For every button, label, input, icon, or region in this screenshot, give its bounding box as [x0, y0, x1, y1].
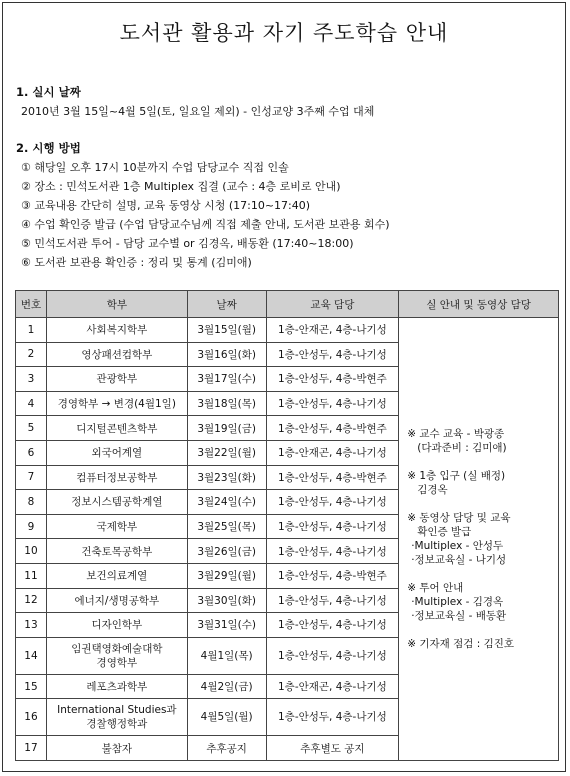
cell-date: 3월19일(금)	[187, 416, 266, 441]
cell-date: 3월16일(화)	[187, 342, 266, 367]
cell-date: 3월18일(목)	[187, 391, 266, 416]
cell-dept	[46, 699, 187, 736]
cell-staff: 1층-안성두, 4층-나기성	[266, 637, 399, 674]
cell-date: 3월31일(수)	[187, 613, 266, 638]
cell-no: 16	[16, 699, 47, 736]
cell-date: 3월15일(월)	[187, 318, 266, 343]
header-side: 실 안내 및 동영상 담당	[399, 291, 559, 318]
schedule-table	[15, 290, 559, 761]
cell-no: 8	[16, 490, 47, 515]
side-note: ※ 교수 교육 - 박광종	[407, 427, 505, 440]
side-notes-cell	[399, 318, 559, 761]
cell-staff: 1층-안재곤, 4층-나기성	[266, 674, 399, 699]
cell-staff: 1층-안성두, 4층-나기성	[266, 588, 399, 613]
method-item-2: ② 장소 : 민석도서관 1층 Multiplex 집결 (교수 : 4층 로비로 안내)	[21, 180, 341, 193]
cell-date: 4월2일(금)	[187, 674, 266, 699]
cell-staff: 1층-안성두, 4층-나기성	[266, 613, 399, 638]
cell-no: 1	[16, 318, 47, 343]
cell-date: 4월1일(목)	[187, 637, 266, 674]
cell-staff: 1층-안재곤, 4층-나기성	[266, 440, 399, 465]
page-title: 도서관 활용과 자기 주도학습 안내	[119, 21, 449, 45]
side-note: ※ 동영상 담당 및 교육	[407, 511, 511, 524]
cell-dept-line: International Studies과	[57, 704, 177, 717]
side-note: ·Multiplex - 김경옥	[411, 595, 504, 608]
cell-dept: 관광학부	[46, 367, 187, 392]
cell-dept-line: 경찰행정학과	[86, 718, 148, 731]
header-date: 날짜	[187, 291, 266, 318]
side-note: ·Multiplex - 안성두	[411, 539, 504, 552]
cell-date: 3월23일(화)	[187, 465, 266, 490]
cell-staff: 1층-안성두, 4층-박현주	[266, 563, 399, 588]
cell-dept: 디자인학부	[46, 613, 187, 638]
cell-staff: 추후별도 공지	[266, 736, 399, 761]
cell-dept: 건축토목공학부	[46, 539, 187, 564]
header-staff: 교육 담당	[266, 291, 399, 318]
cell-staff: 1층-안재곤, 4층-나기성	[266, 318, 399, 343]
cell-no: 12	[16, 588, 47, 613]
cell-date: 3월30일(화)	[187, 588, 266, 613]
cell-date: 추후공지	[187, 736, 266, 761]
cell-dept: 레포츠과학부	[46, 674, 187, 699]
side-note: ※ 1층 입구 (실 배정)	[407, 469, 506, 482]
cell-staff: 1층-안성두, 4층-나기성	[266, 514, 399, 539]
cell-dept: 외국어계열	[46, 440, 187, 465]
side-note: (다과준비 : 김미애)	[417, 441, 507, 454]
cell-no: 11	[16, 563, 47, 588]
cell-date: 3월26일(금)	[187, 539, 266, 564]
table-header-row	[16, 291, 559, 318]
section-2-heading: 2. 시행 방법	[16, 141, 81, 155]
cell-dept: 경영학부 → 변경(4월1일)	[46, 391, 187, 416]
cell-no: 3	[16, 367, 47, 392]
side-note: 김경옥	[417, 483, 448, 496]
method-item-3: ③ 교육내용 간단히 설명, 교육 동영상 시청 (17:10~17:40)	[21, 199, 311, 212]
cell-no: 6	[16, 440, 47, 465]
cell-staff: 1층-안성두, 4층-박현주	[266, 367, 399, 392]
cell-no: 4	[16, 391, 47, 416]
cell-staff: 1층-안성두, 4층-나기성	[266, 490, 399, 515]
side-note: ·정보교육실 - 배동환	[411, 609, 507, 622]
cell-date: 3월24일(수)	[187, 490, 266, 515]
cell-no: 7	[16, 465, 47, 490]
cell-date: 3월22일(월)	[187, 440, 266, 465]
cell-no: 17	[16, 736, 47, 761]
side-note: 확인증 발급	[417, 525, 472, 538]
cell-dept: 보건의료계열	[46, 563, 187, 588]
cell-dept-line: 경영학부	[96, 656, 138, 669]
cell-no: 14	[16, 637, 47, 674]
cell-dept: 불참자	[46, 736, 187, 761]
cell-date: 3월29일(월)	[187, 563, 266, 588]
cell-no: 2	[16, 342, 47, 367]
cell-dept: 디지털콘텐츠학부	[46, 416, 187, 441]
section-1-text: 2010년 3월 15일~4월 5일(토, 일요일 제외) - 인성교양 3주째 수업 대체	[21, 105, 375, 118]
cell-staff: 1층-안성두, 4층-나기성	[266, 391, 399, 416]
cell-no: 13	[16, 613, 47, 638]
cell-no: 15	[16, 674, 47, 699]
side-note: ※ 기자재 점검 : 김진호	[407, 637, 515, 650]
header-dept: 학부	[46, 291, 187, 318]
cell-dept: 국제학부	[46, 514, 187, 539]
method-item-4: ④ 수업 확인증 발급 (수업 담당교수님께 직접 제출 안내, 도서관 보관용 회수)	[21, 218, 390, 231]
method-item-1: ① 해당일 오후 17시 10분까지 수업 담당교수 직접 인솔	[21, 161, 289, 174]
cell-dept: 정보시스템공학계열	[46, 490, 187, 515]
cell-date: 3월17일(수)	[187, 367, 266, 392]
header-no: 번호	[16, 291, 47, 318]
cell-staff: 1층-안성두, 4층-박현주	[266, 465, 399, 490]
cell-staff: 1층-안성두, 4층-나기성	[266, 539, 399, 564]
cell-no: 5	[16, 416, 47, 441]
section-1-heading: 1. 실시 날짜	[16, 85, 81, 99]
table-row	[16, 318, 559, 343]
cell-no: 9	[16, 514, 47, 539]
cell-date: 3월25일(목)	[187, 514, 266, 539]
side-note: ·정보교육실 - 나기성	[411, 553, 507, 566]
cell-dept: 에너지/생명공학부	[46, 588, 187, 613]
cell-date: 4월5일(월)	[187, 699, 266, 736]
document-page	[2, 2, 566, 772]
cell-dept: 사회복지학부	[46, 318, 187, 343]
cell-dept: 영상패션컴학부	[46, 342, 187, 367]
side-note: ※ 투어 안내	[407, 581, 464, 594]
method-item-6: ⑥ 도서관 보관용 확인증 : 정리 및 통계 (김미애)	[21, 256, 252, 269]
method-item-5: ⑤ 민석도서관 투어 - 담당 교수별 or 김경옥, 배동환 (17:40~18:00)	[21, 237, 354, 250]
cell-no: 10	[16, 539, 47, 564]
cell-staff: 1층-안성두, 4층-나기성	[266, 342, 399, 367]
cell-dept-line: 임권택영화예술대학	[71, 642, 163, 655]
cell-staff: 1층-안성두, 4층-나기성	[266, 699, 399, 736]
cell-staff: 1층-안성두, 4층-박현주	[266, 416, 399, 441]
cell-dept: 컴퓨터정보공학부	[46, 465, 187, 490]
cell-dept	[46, 637, 187, 674]
